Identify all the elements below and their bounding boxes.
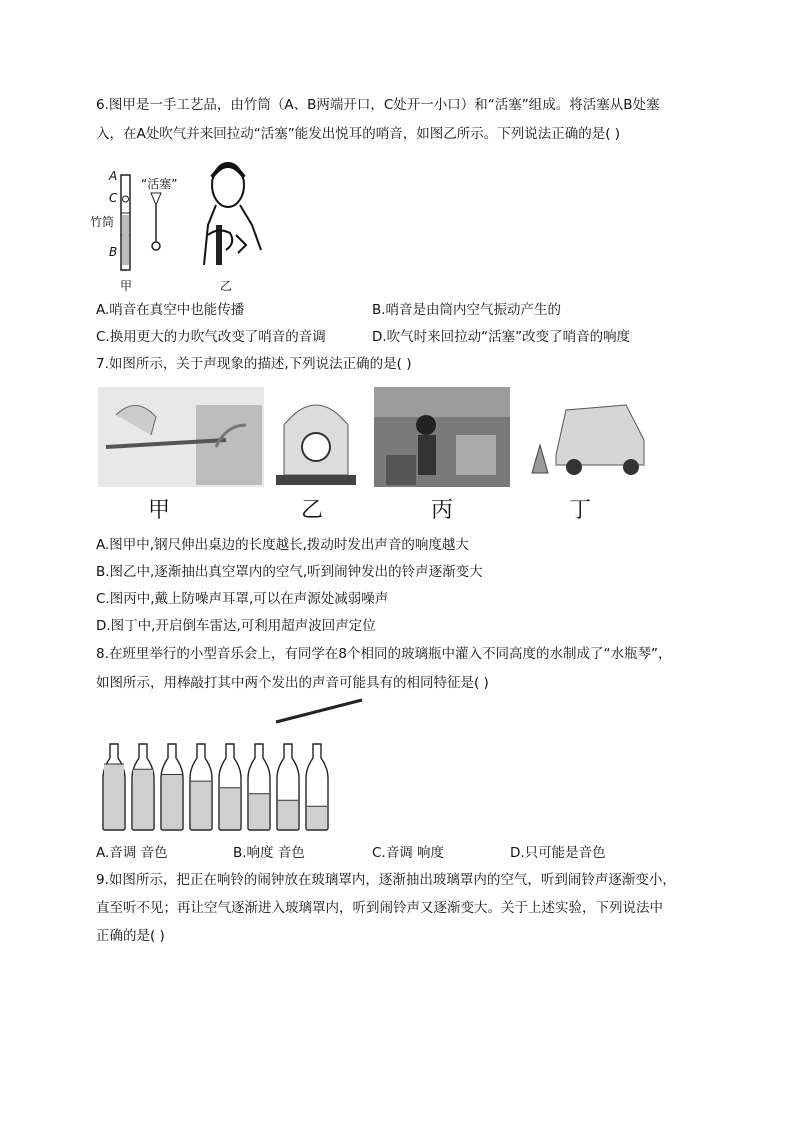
q8-option-b: B.响度 音色 [233,845,305,861]
q7-figure [96,385,652,530]
water-fill [133,769,153,829]
q6-option-b: B.哨音是由筒内空气振动产生的 [372,302,562,318]
q7-stem: 7.如图所示，关于声现象的描述,下列说法正确的是( ) [96,356,412,372]
water-fill [307,806,327,829]
q8-option-a: A.音调 音色 [96,845,168,861]
glass-bottle [306,744,328,830]
water-fill [162,775,182,829]
q8-option-c: C.音调 响度 [372,845,445,861]
water-fill [220,788,240,829]
water-fill [191,781,211,829]
q6-stem-line2: 入，在A处吹气并来回拉动“活塞”能发出悦耳的哨音，如图乙所示。下列说法正确的是( ) [96,126,621,142]
q6-label-piston: “活塞” [141,177,178,191]
q7-caption-ding: 丁 [569,498,592,523]
q7-caption-bing: 丙 [431,498,454,523]
q7-caption-yi: 乙 [301,498,324,523]
q7-option-d: D.图丁中,开启倒车雷达,可利用超声波回声定位 [96,618,376,634]
q8-stem-line2: 如图所示，用棒敲打其中两个发出的声音可能具有的相同特征是( ) [96,675,489,691]
water-fill [278,800,298,829]
q6-caption-jia: 甲 [120,279,133,293]
q6-label-tube: 竹筒 [90,215,115,229]
q9-stem-line2: 直至听不见；再让空气逐渐进入玻璃罩内，听到闹铃声又逐渐变大。关于上述实验，下列说法中 [96,900,663,916]
glass-bottle [219,744,241,830]
q6-figure [90,155,276,295]
q9-stem-line1: 9.如图所示，把正在响铃的闹钟放在玻璃罩内，逐渐抽出玻璃罩内的空气，听到闹铃声逐渐变小， [96,872,676,888]
q6-stem-line1: 6.图甲是一手工艺品，由竹筒（A、B两端开口，C处开一小口）和“活塞”组成。将活塞从B处塞 [96,97,660,113]
q7-option-c: C.图丙中,戴上防噪声耳罩,可以在声源处减弱噪声 [96,591,389,607]
q6-option-a: A.哨音在真空中也能传播 [96,302,245,318]
q7-caption-jia: 甲 [148,498,171,523]
water-fill [249,794,269,829]
glass-bottle [190,744,212,830]
striking-stick [276,700,362,722]
q9-stem-line3: 正确的是( ) [96,928,165,944]
water-fill [104,764,124,829]
q6-label-A: A [109,169,118,183]
q6-caption-yi: 乙 [220,279,233,293]
q6-option-c: C.换用更大的力吹气改变了哨音的音调 [96,329,326,345]
q6-label-C: C [109,191,118,205]
q8-option-d: D.只可能是音色 [510,845,606,861]
q7-option-a: A.图甲中,钢尺伸出桌边的长度越长,拨动时发出声音的响度越大 [96,537,469,553]
q8-stem-line1: 8.在班里举行的小型音乐会上，有同学在8个相同的玻璃瓶中灌入不同高度的水制成了“水瓶琴”， [96,646,672,662]
q7-option-b: B.图乙中,逐渐抽出真空罩内的空气,听到闹钟发出的铃声逐渐变大 [96,564,483,580]
q8-figure [96,696,376,834]
q6-label-B: B [109,245,118,259]
glass-bottle [277,744,299,830]
q6-option-d: D.吹气时来回拉动“活塞”改变了哨音的响度 [372,329,631,345]
glass-bottle [248,744,270,830]
glass-bottle [161,744,183,830]
glass-bottle [103,744,125,830]
glass-bottle [132,744,154,830]
